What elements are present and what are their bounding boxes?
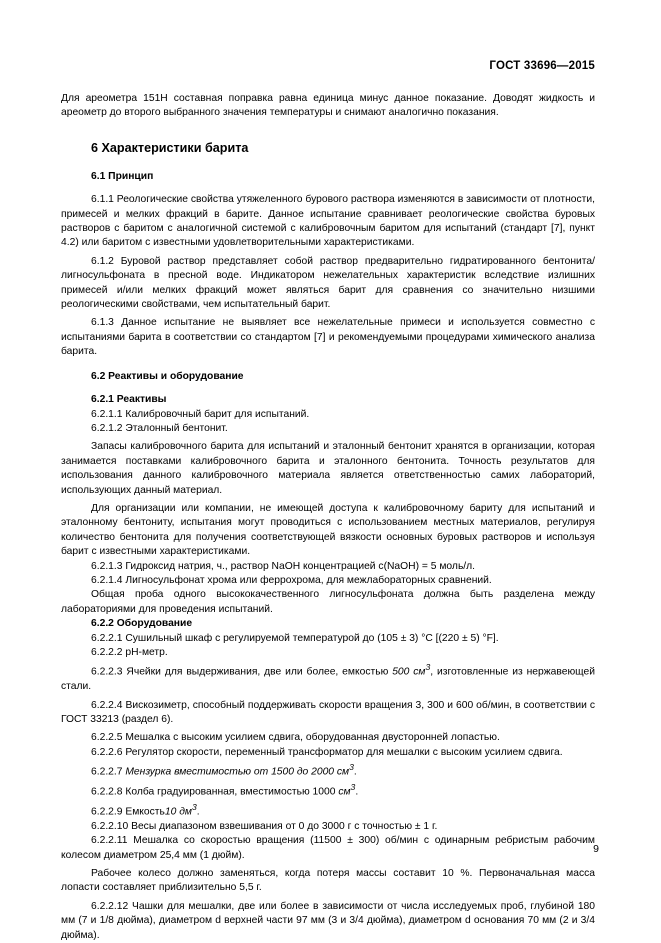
- item-6-2-2-7: 6.2.2.7 Мензурка вместимостью от 1500 до 2000 $см^3$.: [91, 762, 357, 778]
- intro-paragraph: Для ареометра 151Н составная поправка равна единица минус данное показание. Доводят жидкость и ареометр до второго выбранного значения температуры и снимают аналогично показания.: [61, 93, 595, 119]
- item-6-2-1-1: 6.2.1.1 Калибровочный барит для испытаний.: [91, 408, 310, 420]
- section-6-1-title: 6.1 Принцип: [91, 170, 154, 182]
- standard-number: ГОСТ 33696—2015: [489, 60, 595, 72]
- item-6-2-2-3: 6.2.2.3 Ячейки для выдерживания, две или более, емкостью 500 $см^3$, изготовленные из нержавеющей стали.: [61, 662, 596, 693]
- item-6-2-1-3: 6.2.1.3 Гидроксид натрия, ч., раствор NaOH концентрацией c(NaOH) = 5 моль/л.: [91, 560, 476, 572]
- item-6-2-2-1: 6.2.2.1 Сушильный шкаф с регулируемой температурой до (105 ± 3) °С [(220 ± 5) °F].: [91, 632, 499, 644]
- section-6-2-2-title: 6.2.2 Оборудование: [91, 618, 193, 630]
- item-6-2-2-5: 6.2.2.5 Мешалка с высоким усилием сдвига, оборудованная двусторонней лопастью.: [91, 732, 500, 744]
- section-6-title: 6 Характеристики барита: [91, 140, 249, 155]
- item-6-2-2-8: 6.2.2.8 Колба градуированная, вместимостью 1000 $см^3$.: [91, 782, 359, 798]
- paragraph-6-1-1: 6.1.1 Реологические свойства утяжеленного бурового раствора изменяются в зависимости от плотности, примесей и мелких фракций в барите. Данное испытание сравнивает реологические свойства буровых растворов с баритом с аналогичной системой с калибровочным баритом для испытаний (стандарт [7], пункт 4.2) или баритом с известными удовлетворительными характеристиками.: [61, 194, 595, 249]
- page-number: 9: [593, 843, 599, 855]
- section-6-2-1-title: 6.2.1 Реактивы: [91, 394, 167, 406]
- item-6-2-2-2: 6.2.2.2 pH-метр.: [91, 647, 168, 658]
- item-6-2-1-2: 6.2.1.2 Эталонный бентонит.: [91, 422, 228, 434]
- paragraph-sample: Общая проба одного высококачественного лигносульфоната должна быть разделена между лабораториями для проведения испытаний.: [61, 589, 595, 615]
- document-body: [61, 92, 595, 943]
- section-6-2-title: 6.2 Реактивы и оборудование: [91, 370, 244, 382]
- item-6-2-2-10: 6.2.2.10 Весы диапазоном взвешивания от 0 до 3000 г с точностью ± 1 г.: [91, 820, 438, 832]
- paragraph-6-1-3: 6.1.3 Данное испытание не выявляет все нежелательные примеси и используется совместно с испытаниями барита в соответствии со стандартом [7] и рекомендуемыми процедурами химического анализа барита.: [61, 317, 595, 358]
- item-6-2-2-6: 6.2.2.6 Регулятор скорости, переменный трансформатор для мешалки с высоким усилием сдвига.: [91, 746, 563, 758]
- item-6-2-2-9: 6.2.2.9 Емкость10 $дм^3$.: [91, 801, 200, 818]
- paragraph-storage: Запасы калибровочного барита для испытаний и эталонный бентонит хранятся в организации, которая занимается поставками калибровочного барита и эталонного бентонита. Точность результатов для использования данного калибровочного материала является ответственностью самих лабораторий, использующих данный материал.: [61, 441, 595, 496]
- item-6-2-2-11: 6.2.2.11 Мешалка со скоростью вращения (11500 ± 300) об/мин с одинарным ребристым рабочим колесом диаметром 25,4 мм (1 дюйм).: [61, 835, 595, 861]
- paragraph-organization: Для организации или компании, не имеющей доступа к калибровочному бариту для испытаний и эталонному бентониту, испытания могут проводиться с использованием местных материалов, регулируя количество бентонита для получения соответствующей вязкости основных буровых растворов и используя барит с известными характеристиками.: [61, 502, 595, 558]
- paragraph-6-1-2: 6.1.2 Буровой раствор представляет собой раствор предварительно гидратированного бентонита/лигносульфоната в пресной воде. Индикатором нежелательных характеристик вследствие излишних примесей и/или мелких фракций может являться барит для сравнения со значительно низшими реологическими свойствами, чем испытательный барит.: [61, 255, 595, 311]
- item-6-2-2-4: 6.2.2.4 Вискозиметр, способный поддерживать скорости вращения 3, 300 и 600 об/мин, в соответствии с ГОСТ 33213 (раздел 6).: [61, 699, 595, 726]
- item-6-2-2-12: 6.2.2.12 Чашки для мешалки, две или более в зависимости от числа исследуемых проб, глубиной 180 мм (7 и 1/8 дюйма), диаметром d верхней части 97 мм (3 и 3/4 дюйма), диаметром d основания 70 мм (2 и 3/4 дюйма).: [61, 900, 595, 941]
- paragraph-impeller: Рабочее колесо должно заменяться, когда потеря массы составит 10 %. Первоначальная масса лопасти составляет приблизительно 5,5 г.: [61, 867, 595, 894]
- item-6-2-1-4: 6.2.1.4 Лигносульфонат хрома или феррохрома, для межлабораторных сравнений.: [91, 574, 492, 586]
